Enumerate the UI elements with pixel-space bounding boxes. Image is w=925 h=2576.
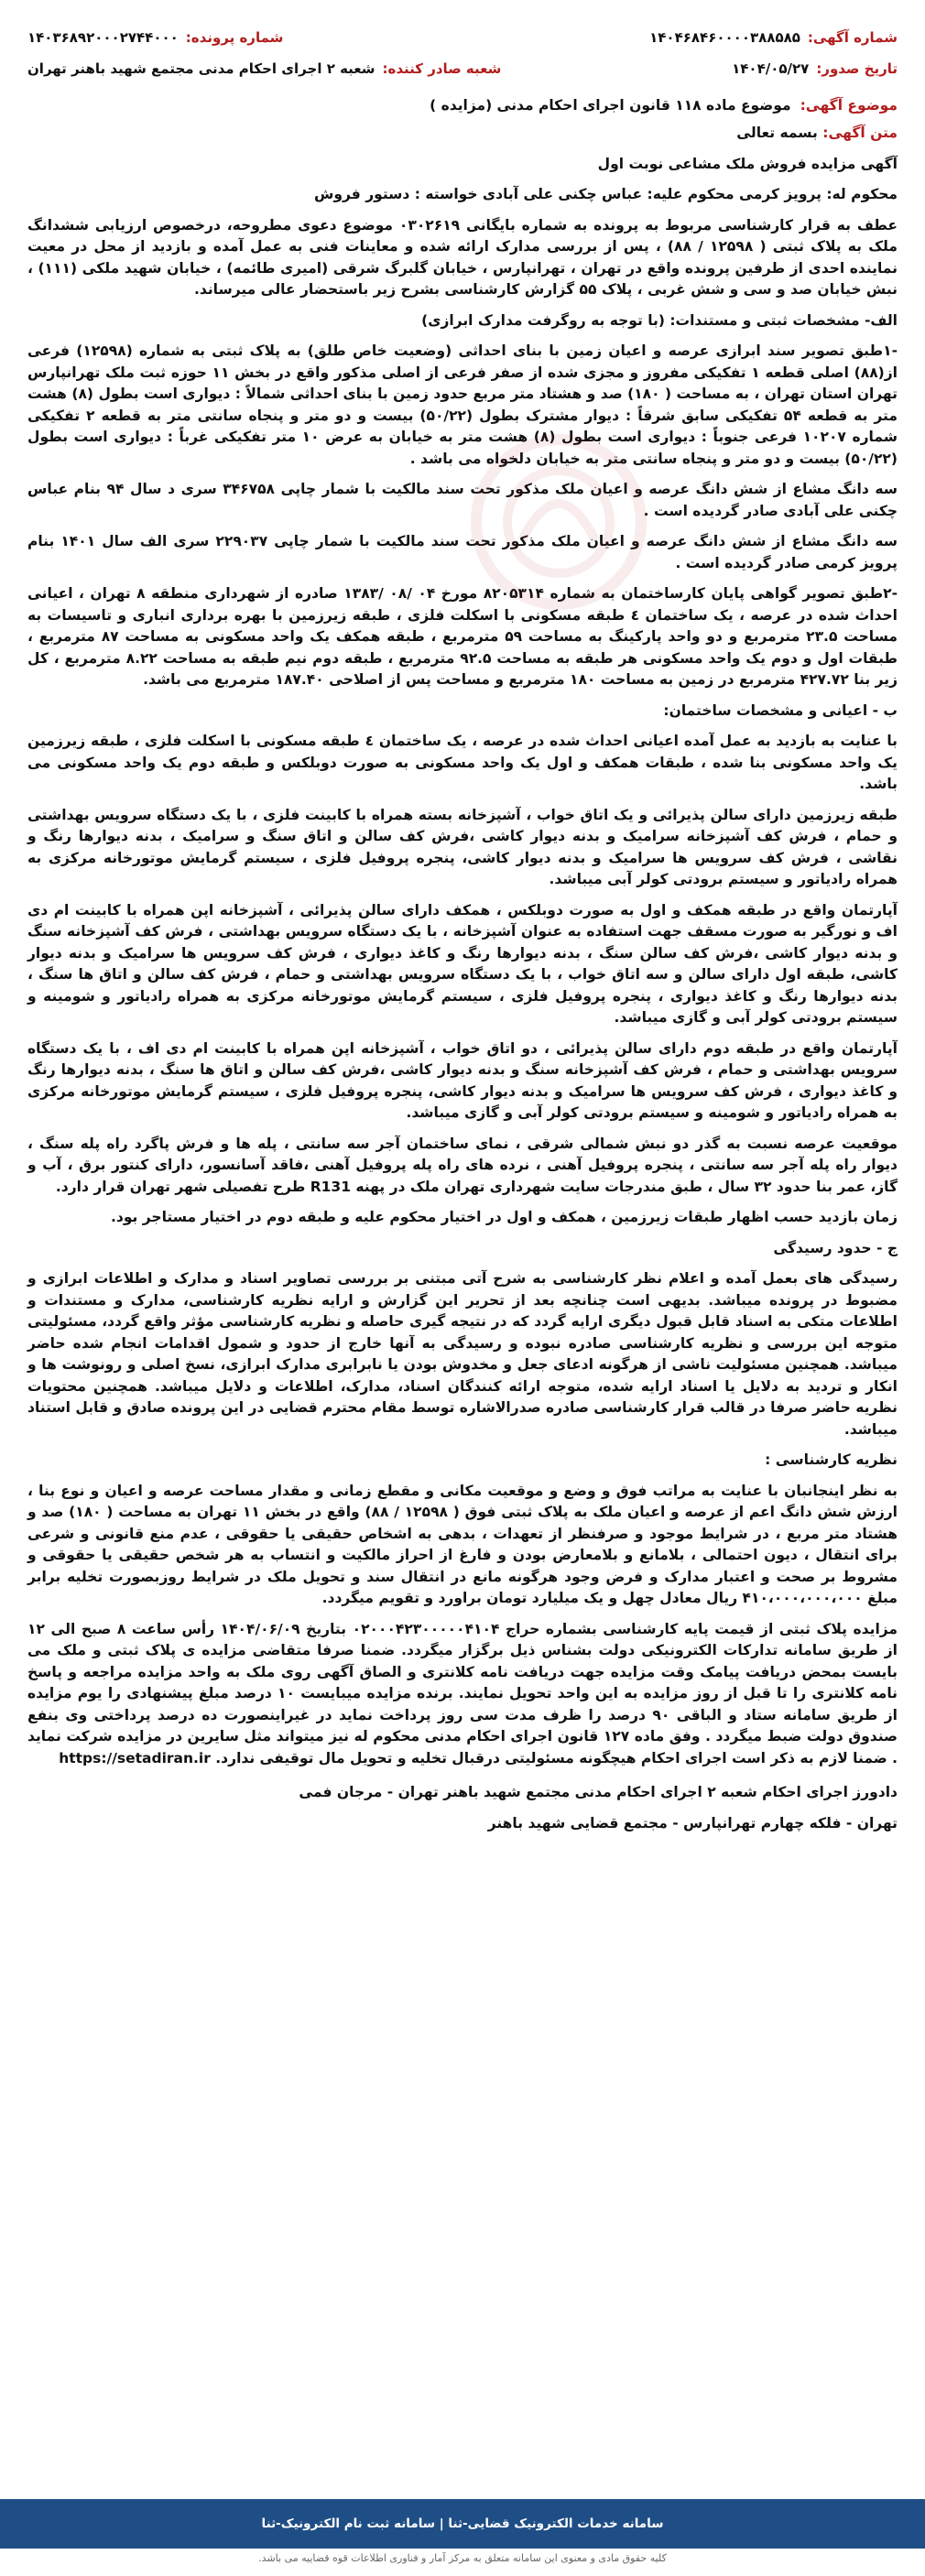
- alef-paragraph-1: -۱طبق تصویر سند ابرازی عرصه و اعیان زمین با بنای احداثی (وضعیت خاص طلق) به پلاک ثبتی به شماره (۱۲۵۹۸) فرعی از(۸۸) اصلی قطعه ۱ تفکیکی مفروز و مجزی شده از صفر فرعی از اصلی مذکور واقع در بخش ۱۱ حوزه ثبت ملک تهرانپارس تهران استان تهران ، به مساحت ( ۱۸۰) صد و هشتاد متر مربع حدود زمین با بنای احداثی شمالاً : دیواری است بطول (۸) هشت متر به قطعه ۵۴ تفکیکی سابق شرقاً : دیوار مشترک بطول (۵۰/۲۲) بیست و دو متر و پنجاه سانتی متر به قطعه ۲ تفکیکی شماره ۱۰۲۰۷ فرعی جنوباً : دیواری است بطول (۸) هشت متر به خیابان به عرض ۱۰ متر تفکیکی غرباً : دیواری است بطول (۵۰/۲۲) بیست و دو متر و پنجاه سانتی متر به خیابان دلخواه می باشد .: [27, 342, 898, 467]
- be-paragraph-6: زمان بازدید حسب اظهار طبقات زیرزمین ، همکف و اول در اختیار محکوم علیه و طبقه دوم در اختیار مستاجر بود.: [110, 1209, 898, 1225]
- ad-number-label: شماره آگهی:: [807, 29, 898, 46]
- ad-number-value: ۱۴۰۴۶۸۴۶۰۰۰۰۳۸۸۵۸۵: [649, 29, 800, 46]
- alef-paragraph-2: سه دانگ مشاع از شش دانگ عرصه و اعیان ملک مذکور تحت سند مالکیت با شمار چاپی ۳۴۶۷۵۸ سری د سال ۹۴ بنام عباس چکنی علی آبادی صادر گردیده است .: [27, 481, 898, 519]
- notice-body: [27, 123, 898, 1834]
- header-row-2: [27, 57, 898, 81]
- issue-date-label: تاریخ صدور:: [816, 60, 898, 77]
- alef-paragraph-4: -۲طبق تصویر گواهی پایان کارساختمان به شماره ۸۲۰۵۳۱۴ مورخ ۰۴ /۰۸ /۱۳۸۳ صادره از شهرداری منطقه ۸ تهران ، اعیانی احداث شده در عرصه ، یک ساختمان ٤ طبقه مسکونی با اسکلت فلزی ، طبقه زیرزمین با بهره برداری انباری و تاسیسات به مساحت ۲۳.۵ مترمربع و دو واحد پارکینگ به مساحت ۵۹ مترمربع ، طبقه همکف یک واحد مسکونی به مساحت ۸۷ مترمربع ، طبقات اول و دوم یک واحد مسکونی هر طبقه به مساحت ۹۲.۵ مترمربع ، طبقه دوم نیم طبقه به مساحت ۸.۲۲ مترمربع ، کل زیر بنا ۴۲۷.۷۲ مترمربع در زمین به مساحت ۱۸۰ مترمربع و مساحت پس از اصلاحی ۱۸۷.۴۰ مترمربع می باشد.: [27, 585, 898, 688]
- jim-paragraph-1: رسیدگی های بعمل آمده و اعلام نظر کارشناسی به شرح آتی مبتنی بر بررسی تصاویر اسناد و مدارک و اطلاعات ابرازی و مضبوط در پرونده میباشد. بدیهی است چنانچه بعد از تحریر این گزارش و ارایه نظریه کارشناسی، مدارک و مستندات و اطلاعات متکی به اسناد قابل قبول دیگری ارایه گردد که در نتیجه گیری حاصله و نظریه کارشناسی مؤثر واقع گردد، مسئولیتی متوجه این بررسی و نظریه کارشناسی صادره نبوده و رسیدگی به آنها خارج از حدود و شمول اقدامات انجام شده حاضر میباشد. همچنین مسئولیت ناشی از هرگونه ادعای جعل و مخدوش بودن یا نابرابری مدارک ابرازی، نسخ اصلی و رونوشت ها و انکار و تردید به دلایل یا اسناد ارایه شده، متوجه ارائه کنندگان اسناد، مدارک، اطلاعات و دلایل میباشد. همچنین محتویات نظریه حاضر صرفا در قالب قرار کارشناسی صادره صدرالاشاره توسط مقام محترم قضایی در این پرونده صادق و قابل استناد میباشد.: [27, 1270, 898, 1438]
- footer-bar[interactable]: سامانه خدمات الکترونیک قضایی-ثنا | سامانه ثبت نام الکترونیک-ثنا: [0, 2499, 925, 2549]
- issuing-branch-label: شعبه صادر کننده:: [382, 60, 502, 77]
- expert-paragraph-2: مزایده پلاک ثبتی از قیمت پایه کارشناسی بشماره حراج ۰۲۰۰۰۴۲۳۰۰۰۰۰۴۱۰۴ بتاریخ ۱۴۰۴/۰۶/۰۹ رأس ساعت ۸ صبح الی ۱۲ از طریق سامانه تدارکات الکترونیکی دولت بشناس ذیل برگزار میگردد. ضمنا صرفا متقاضی مزایده ی پلاک ثبتی و ملک می بایست بمحض دریافت پیامک وقت مزایده جهت دریافت نامه کلانتری و الصاق آگهی روی ملک به واحد مزایده مراجعه و پاسخ نامه کلانتری را تا قبل از روز مزایده به این واحد تحویل نمایند. برنده مزایده میبایست ۱۰ درصد مبلغ پیشنهادی را یوم مزایده از طریق سامانه ستاد و الباقی ۹۰ درصد را ظرف مدت سی روز پرداخت نماید در غیراینصورت ده درصد پرداختی وی بنفع صندوق دولت ضبط میگردد . وفق ماده ۱۲۷ قانون اجرای احکام مدنی محکوم له نیز میتواند مثل سایرین در مزایده شرکت نماید . ضمنا لازم به ذکر است اجرای احکام هیچگونه مسئولیتی درقبال تخلیه و تحویل مال توقیفی ندارد.: [27, 1620, 898, 1766]
- signature-line-2: تهران - فلکه چهارم تهرانپارس - مجتمع قضایی شهید باهنر: [487, 1814, 898, 1831]
- parties: محکوم له: پرویز کرمی محکوم علیه: عباس چکنی علی آبادی خواسته : دستور فروش: [314, 186, 898, 202]
- section-be-heading: ب - اعیانی و مشخصات ساختمان:: [663, 701, 898, 719]
- subject-value: موضوع ماده ۱۱۸ قانون اجرای احکام مدنی (مزایده ): [430, 97, 791, 114]
- issue-date-value: ۱۴۰۴/۰۵/۲۷: [732, 60, 810, 77]
- setad-link[interactable]: https://setadiran.ir: [59, 1749, 211, 1766]
- intro-paragraph: عطف به قرار کارشناسی مربوط به پرونده به شماره بایگانی ۰۳۰۲۶۱۹ موضوع دعوی مطروحه، درخصوص ارزیابی ششدانگ ملک به پلاک ثبتی ( ۱۲۵۹۸ / ۸۸) ، پس از بررسی مدارک ارائه شده و معاینات فنی به عمل آمده و بازدید از محل در معیت نماینده احدی از طرفین پرونده واقع در تهران ، تهرانپارس ، خیابان گلبرگ شرقی (امیری طائمه) ، خیابان شهید ملکی (۱۱۱) ، نبش خیابان صد و سی و شش غربی ، پلاک ۵۵ گزارش کارشناسی بشرح زیر باستحضار عالی میرساند.: [27, 216, 898, 298]
- case-number-label: شماره پرونده:: [185, 29, 284, 46]
- signature-line-1: دادورز اجرای احکام شعبه ۲ اجرای احکام مدنی مجتمع شهید باهنر تهران - مرجان فمی: [299, 1784, 898, 1800]
- be-paragraph-2: طبقه زیرزمین دارای سالن پذیرائی و یک اتاق خواب ، آشپزخانه بسته همراه با کابینت فلزی ، با یک دستگاه سرویس بهداشتی و حمام ، فرش کف آشپزخانه سرامیک و بدنه دیوار کاشی ،فرش کف سالن و اتاق سنگ و سرامیک ، بدنه دیوارها رنگ و نقاشی ، فرش کف سرویس ها سرامیک و بدنه دیوار کاشی، پنجره پروفیل فلزی ، سیستم گرمایش موتورخانه مرکزی به همراه رادیاتور و سیستم برودتی کولر آبی میباشد.: [27, 806, 898, 887]
- header-row-1: [27, 26, 898, 49]
- section-expert-opinion-heading: نظریه کارشناسی :: [765, 1451, 898, 1468]
- alef-paragraph-3: سه دانگ مشاع از شش دانگ عرصه و اعیان ملک مذکور تحت سند مالکیت با شمار چاپی ۲۲۹۰۳۷ سری الف سال ۱۴۰۱ بنام پرویز کرمی صادر گردیده است .: [27, 533, 898, 571]
- be-paragraph-1: با عنایت به بازدید به عمل آمده اعیانی احداث شده در عرصه ، یک ساختمان ٤ طبقه مسکونی با اسکلت فلزی ، طبقه زیرزمین یک واحد مسکونی بنا شده ، طبقات همکف و اول یک واحد مسکونی به صورت دوبلکس و طبقه دوم یک واحد مسکونی می باشد.: [27, 733, 898, 792]
- notice-title: آگهی مزایده فروش ملک مشاعی نوبت اول: [597, 155, 898, 172]
- expert-paragraph-1: به نظر اینجانبان با عنایت به مراتب فوق و وضع و موقعیت مکانی و مقطع زمانی و مقدار مساحت عرصه و اعیان و نوع بنا ، ارزش شش دانگ اعم از عرصه و اعیان ملک به پلاک ثبتی فوق ( ۱۲۵۹۸ / ۸۸) واقع در بخش ۱۱ تهران به مساحت ( ۱۸۰) صد و هشتاد متر مربع ، در شرایط موجود و صرفنظر از تعهدات ، بدهی به اشخاص حقیقی یا حقوقی ، عدم منع قانونی و شرعی برای انتقال ، دیون احتمالی ، بلامانع و بلامعارض بودن و فارغ از احراز مالکیت و انتساب به هر شخص حقیقی یا حقوقی و مشروط بر صحت و اعتبار مدارک و فرض وجود هرگونه مانع در انتقال سند و تحویل ملک در شرایط روزبصورت تخلیه برابر مبلغ ۴۱۰،۰۰۰،۰۰۰،۰۰۰ ریال معادل چهل و یک میلیارد تومان براورد و تقویم میگردد.: [27, 1482, 898, 1606]
- be-paragraph-5: موقعیت عرصه نسبت به گذر دو نبش شمالی شرقی ، نمای ساختمان آجر سه سانتی ، پله ها و فرش پاگرد راه پله سنگ ، دیوار راه پله آجر سه سانتی ، پنجره پروفیل آهنی ، نرده های راه پله پروفیل آهنی ،فاقد آسانسور، دارای کنتور برق ، آب و گاز، عمر بنا حدود ۳۲ سال ، طبق مندرجات سایت شهرداری تهران ملک در پهنه R131 طرح تفصیلی شهر تهران قرار دارد.: [27, 1135, 898, 1195]
- subject-label: موضوع آگهی:: [800, 97, 898, 114]
- subject-row: [27, 97, 898, 114]
- section-jim-heading: ج - حدود رسیدگی: [773, 1239, 898, 1256]
- section-alef-heading: الف- مشخصات ثبتی و مستندات: (با توجه به روگرفت مدارک ابرازی): [421, 311, 898, 329]
- be-paragraph-3: آپارتمان واقع در طبقه همکف و اول به صورت دوبلکس ، همکف دارای سالن پذیرائی ، آشپزخانه اپن همراه با کابینت ام دی اف و نورگیر به صورت مسقف جهت استفاده به عنوان آشپزخانه ، با یک دستگاه سرویس بهداشتی ، فرش کف آشپزخانه سنگ و بدنه دیوار کاشی ،فرش کف سالن سنگ ، بدنه دیوارها رنگ و کاغذ دیواری ، فرش کف سرویس ها سرامیک و بدنه دیوار کاشی، طبقه اول دارای سالن و سه اتاق خواب ، با یک دستگاه سرویس بهداشتی و حمام ، فرش کف سالن و اتاق ها سنگ ، بدنه دیوارها رنگ و کاغذ دیواری ، پنجره پروفیل فلزی ، سیستم گرمایش موتورخانه مرکزی به همراه رادیاتور و شومینه و سیستم برودتی کولر آبی و گازی میباشد.: [27, 901, 898, 1026]
- text-label: متن آگهی:: [822, 125, 898, 141]
- ad-number: [649, 26, 898, 49]
- case-number-value: ۱۴۰۳۶۸۹۲۰۰۰۲۷۴۴۰۰۰: [27, 29, 179, 46]
- issuing-branch: [27, 57, 501, 81]
- issue-date: [732, 57, 898, 81]
- bismillah: بسمه تعالی: [736, 125, 818, 141]
- be-paragraph-4: آپارتمان واقع در طبقه دوم دارای سالن پذیرائی ، دو اتاق خواب ، آشپزخانه اپن همراه با کابینت ام دی اف ، با یک دستگاه سرویس بهداشتی و حمام ، فرش کف آشپزخانه سنگ و بدنه دیوار کاشی ،فرش کف سالن و اتاق ها سنگ ، بدنه دیوارها رنگ و کاغذ دیواری ، فرش کف سرویس ها سرامیک و بدنه دیوار کاشی، پنجره پروفیل فلزی ، سیستم گرمایش موتورخانه مرکزی به همراه رادیاتور و شومینه و سیستم برودتی کولر آبی و گازی میباشد.: [27, 1039, 898, 1121]
- issuing-branch-value: شعبه ۲ اجرای احکام مدنی مجتمع شهید باهنر تهران: [27, 60, 375, 77]
- case-number: [27, 26, 283, 49]
- footer-note: کلیه حقوق مادی و معنوی این سامانه متعلق به مرکز آمار و فناوری اطلاعات قوه قضاییه می باشد.: [258, 2552, 667, 2564]
